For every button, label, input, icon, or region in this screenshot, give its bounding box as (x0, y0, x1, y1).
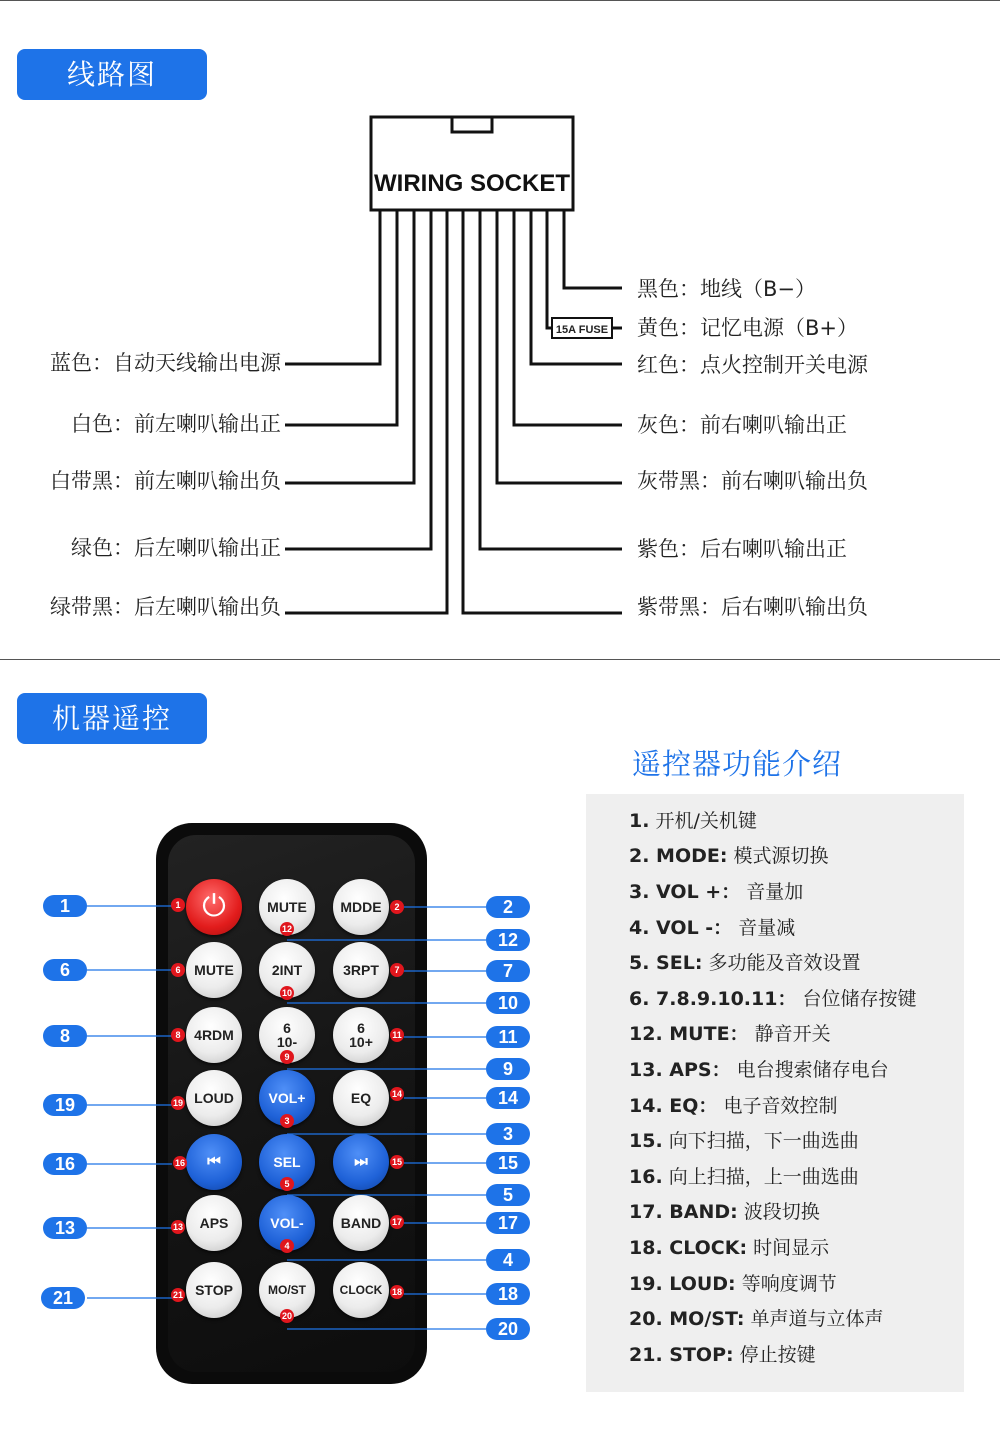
callout-pill-right: 3 (486, 1123, 530, 1145)
button-number-badge: 6 (171, 963, 185, 977)
function-item (629, 879, 803, 905)
function-item (629, 1271, 837, 1297)
remote-button-label: 3RPT (343, 962, 379, 978)
function-desc: 停止按键 (739, 1344, 816, 1366)
remote-button-label: 6 10- (276, 1020, 298, 1050)
button-number-badge: 3 (280, 1114, 294, 1128)
function-item (629, 1057, 889, 1083)
wire-label-white-black: 白带黑：前左喇叭输出负 (50, 469, 281, 493)
function-key: 2. MODE: (629, 845, 728, 867)
callout-pill-right: 9 (486, 1058, 530, 1080)
remote-button-label: LOUD (194, 1090, 234, 1106)
function-key: 6. 7.8.9.10.11： (629, 988, 797, 1010)
callout-pill-right: 15 (486, 1152, 530, 1174)
callout-pill-left: 8 (43, 1025, 87, 1047)
button-number-badge: 17 (391, 1217, 402, 1227)
function-item (629, 1128, 859, 1154)
remote-button-label: 6 10+ (349, 1020, 373, 1050)
function-desc: 静音开关 (754, 1023, 831, 1045)
callout-pill-right: 12 (486, 929, 530, 951)
button-number-badge: 12 (281, 924, 292, 934)
function-key: 13. APS： (629, 1059, 731, 1081)
callout-pill-right: 14 (486, 1087, 530, 1109)
callout-pill-left: 16 (43, 1153, 87, 1175)
function-item (629, 1306, 884, 1332)
function-item (629, 843, 829, 869)
callout-pill-left: 13 (43, 1217, 87, 1239)
function-item (629, 915, 795, 941)
wire-label-yellow: 黄色：记忆电源（B+） (637, 316, 859, 340)
remote-button-label: 4RDM (194, 1027, 234, 1043)
function-item (629, 986, 917, 1012)
function-key: 16. (629, 1166, 663, 1188)
function-item (629, 1235, 829, 1261)
function-desc: 模式源切换 (733, 845, 829, 867)
remote-button-label: MUTE (194, 962, 234, 978)
remote-section-title: 机器遥控 (17, 693, 207, 744)
button-number-badge: 8 (171, 1028, 185, 1042)
function-desc: 波段切换 (743, 1201, 820, 1223)
function-desc: 音量加 (746, 881, 804, 903)
wire-label-green-black: 绿带黑：后左喇叭输出负 (50, 595, 281, 619)
function-desc: 等响度调节 (741, 1273, 837, 1295)
remote-button-band[interactable] (333, 1195, 389, 1251)
button-number-badge: 18 (391, 1287, 402, 1297)
remote-button-label: SEL (273, 1154, 301, 1170)
button-number-badge: 2 (390, 900, 404, 914)
callout-pill-right: 18 (486, 1283, 530, 1305)
function-key: 18. CLOCK: (629, 1237, 748, 1259)
function-item (629, 1342, 816, 1368)
button-number-badge: 19 (172, 1098, 183, 1108)
function-desc: 电台搜索储存电台 (736, 1059, 889, 1081)
button-number-badge: 5 (280, 1177, 294, 1191)
callout-pill-right: 7 (486, 960, 530, 982)
remote-button-label: MDDE (340, 899, 382, 915)
button-number-badge: 1 (171, 898, 185, 912)
wire-label-gray-black: 灰带黑：前右喇叭输出负 (637, 469, 868, 493)
remote-button-power[interactable] (186, 879, 242, 935)
callout-pill-right: 11 (486, 1026, 530, 1048)
remote-button-4rdm[interactable] (186, 1007, 242, 1063)
callout-pill-right: 5 (486, 1184, 530, 1206)
remote-button-next[interactable] (333, 1134, 389, 1190)
wiring-socket-label: WIRING SOCKET (374, 170, 570, 197)
function-desc: 多功能及音效设置 (708, 952, 861, 974)
button-number-badge: 20 (281, 1311, 292, 1321)
callout-pill-right: 4 (486, 1249, 530, 1271)
callout-pill-right: 2 (486, 896, 530, 918)
wire-label-white: 白色：前左喇叭输出正 (71, 412, 281, 436)
function-item (629, 1093, 837, 1119)
button-number-badge: 13 (172, 1222, 183, 1232)
remote-button-stop[interactable] (186, 1262, 242, 1318)
remote-button-label: VOL- (270, 1215, 304, 1231)
function-desc: 音量减 (738, 917, 796, 939)
function-key: 19. LOUD: (629, 1273, 736, 1295)
button-number-badge: 7 (390, 963, 404, 977)
callout-pill-right: 17 (486, 1212, 530, 1234)
remote-button-mute[interactable] (186, 942, 242, 998)
remote-button-label: MO/ST (268, 1283, 306, 1297)
remote-button-label: STOP (195, 1282, 233, 1298)
function-key: 14. EQ： (629, 1095, 718, 1117)
wire-label-purple-black: 紫带黑：后右喇叭输出负 (637, 595, 868, 619)
function-desc: 台位储存按键 (802, 988, 917, 1010)
function-desc: 电子音效控制 (723, 1095, 838, 1117)
button-number-badge: 11 (390, 1028, 404, 1042)
function-key: 5. SEL: (629, 952, 703, 974)
power-icon: ⏻ (202, 890, 226, 923)
remote-button-6-10+[interactable] (333, 1007, 389, 1063)
callout-pill-left: 21 (41, 1287, 85, 1309)
function-key: 20. MO/ST: (629, 1308, 745, 1330)
remote-button-prev[interactable] (186, 1134, 242, 1190)
function-key: 1. (629, 810, 650, 832)
function-item (629, 950, 860, 976)
remote-button-label: MUTE (267, 899, 307, 915)
function-desc: 单声道与立体声 (750, 1308, 884, 1330)
skip-back-icon: ⏮ (207, 1153, 221, 1170)
button-number-badge: 14 (391, 1089, 402, 1099)
remote-button-label: BAND (340, 1215, 382, 1231)
function-key: 12. MUTE： (629, 1023, 749, 1045)
remote-button-eq[interactable] (333, 1070, 389, 1126)
remote-button-label: 2INT (271, 962, 303, 978)
function-key: 4. VOL -： (629, 917, 733, 939)
wire-label-green: 绿色：后左喇叭输出正 (71, 536, 281, 560)
function-item (629, 1021, 831, 1047)
remote-button-label: VOL+ (268, 1090, 306, 1106)
button-number-badge: 9 (280, 1050, 294, 1064)
wire-label-purple: 紫色：后右喇叭输出正 (637, 537, 847, 561)
function-item (629, 1199, 820, 1225)
button-number-badge: 15 (391, 1157, 402, 1167)
wire-label-black: 黑色：地线（B−） (637, 277, 817, 301)
button-number-badge: 10 (281, 988, 292, 998)
skip-forward-icon: ⏭ (354, 1153, 368, 1170)
function-desc: 向上扫描，上一曲选曲 (668, 1166, 859, 1188)
button-number-badge: 4 (280, 1239, 294, 1253)
callout-pill-left: 1 (43, 895, 87, 917)
remote-button-aps[interactable] (186, 1195, 242, 1251)
button-number-badge: 16 (174, 1158, 185, 1168)
remote-button-label: APS (199, 1215, 229, 1231)
wiring-section-title: 线路图 (17, 49, 207, 100)
callout-pill-left: 19 (43, 1094, 87, 1116)
callout-pill-right: 10 (486, 992, 530, 1014)
function-desc: 时间显示 (753, 1237, 830, 1259)
function-item (629, 1164, 859, 1190)
wire-label-gray: 灰色：前右喇叭输出正 (637, 413, 847, 437)
function-key: 3. VOL +： (629, 881, 741, 903)
remote-button-label: CLOCK (339, 1283, 383, 1297)
function-list-title: 遥控器功能介绍 (632, 747, 843, 781)
remote-button-mode[interactable] (333, 879, 389, 935)
function-desc: 开机/关机键 (655, 810, 757, 832)
function-item (629, 808, 757, 834)
function-key: 15. (629, 1130, 663, 1152)
function-key: 17. BAND: (629, 1201, 738, 1223)
callout-pill-left: 6 (43, 959, 87, 981)
function-key: 21. STOP: (629, 1344, 734, 1366)
remote-button-clock[interactable] (333, 1262, 389, 1318)
function-desc: 向下扫描，下一曲选曲 (668, 1130, 859, 1152)
remote-button-loud[interactable] (186, 1070, 242, 1126)
fuse-label: 15A FUSE (551, 317, 613, 339)
callout-pill-right: 20 (486, 1318, 530, 1340)
remote-button-3rpt[interactable] (333, 942, 389, 998)
remote-button-label: EQ (350, 1090, 372, 1106)
wire-label-blue: 蓝色：自动天线输出电源 (50, 351, 281, 375)
button-number-badge: 21 (172, 1290, 183, 1300)
wire-label-red: 红色：点火控制开关电源 (637, 353, 868, 377)
